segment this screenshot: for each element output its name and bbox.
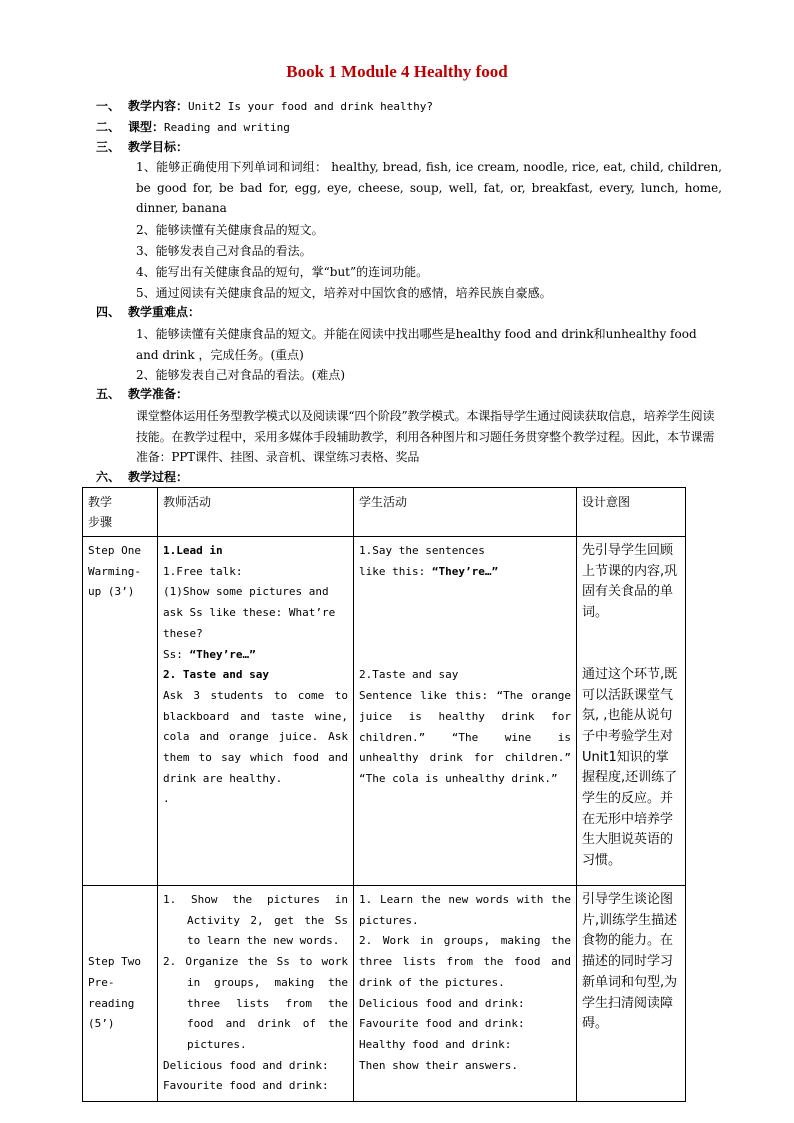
key-point-1: 1、能够读懂有关健康食品的短文。并能在阅读中找出哪些是healthy food and drink和unhealthy food and drink ，完成任务。(重点) xyxy=(136,327,697,362)
key-point-2: 2、能够发表自己对食品的看法。(难点) xyxy=(136,368,345,382)
header-intent: 设计意图 xyxy=(577,488,686,537)
section-1: 一、 教学内容：Unit2 Is your food and drink healthy? xyxy=(96,99,434,113)
design-intent-cell: 先引导学生回顾上节课的内容,巩固有关食品的单词。 通过这个环节,既可以活跃课堂气氛, ,也能从说句子中考验学生对Unit1知识的掌握程度,还训练了学生的反应。并在无形中培养学生大胆说英语的习惯。 xyxy=(577,537,686,886)
preparation-text: 课堂整体运用任务型教学模式以及阅读课“四个阶段”教学模式。本课指导学生通过阅读获取信息，培养学生阅读技能。在教学过程中，采用多媒体手段辅助教学，利用各种图片和习题任务贯穿整个教学过程。因此，本节课需准备：PPT课件、挂图、录音机、课堂练习表格、奖品 xyxy=(136,409,715,465)
step-cell: Step Two Pre- reading (5’) xyxy=(83,886,158,1102)
objective-5: 5、通过阅读有关健康食品的短文，培养对中国饮食的感情，培养民族自豪感。 xyxy=(136,286,552,300)
table-header-row xyxy=(83,488,686,537)
student-activity-cell: 1. Learn the new words with the pictures. 2. Work in groups, making the three lists from the food and drink of the pictures. Delicious food and drink: Favourite food and drink: Healthy food and drink: Then show their answers. xyxy=(354,886,577,1102)
design-intent-cell: 引导学生谈论图片,训练学生描述食物的能力。在描述的同时学习新单词和句型,为学生扫清阅读障碍。 xyxy=(577,886,686,1102)
table-row xyxy=(83,537,686,886)
objective-1: 1、能够正确使用下列单词和词组： healthy, bread, fish, ice cream, noodle, rice, eat, child, children, be good for, be bad for, egg, eye, cheese, soup, well, fat, or, breakfast, every, lunch, home, dinner, banana xyxy=(136,160,722,216)
header-teacher: 教师活动 xyxy=(158,488,354,537)
section-6: 六、 教学过程： xyxy=(96,470,189,484)
objective-3: 3、能够发表自己对食品的看法。 xyxy=(136,244,312,258)
header-step: 教学 步骤 xyxy=(83,488,158,537)
section-5: 五、 教学准备： xyxy=(96,387,189,401)
process-table xyxy=(82,487,686,1102)
teacher-activity-cell: 1.Lead in 1.Free talk: (1)Show some pictures and ask Ss like these: What’re these? Ss: “They’re…” 2. Taste and say Ask 3 students to come to blackboard and taste wine, cola and orange juice. Ask them to say which food and drink are healthy. . xyxy=(158,537,354,886)
header-student: 学生活动 xyxy=(354,488,577,537)
table-row xyxy=(83,886,686,1102)
student-activity-cell: 1.Say the sentences like this: “They’re…” 2.Taste and say Sentence like this: “The orange juice is healthy drink for children.” “The wine is unhealthy drink for children.” “The cola is unhealthy drink.” xyxy=(354,537,577,886)
section-4: 四、 教学重难点： xyxy=(96,305,201,319)
objective-2: 2、能够读懂有关健康食品的短文。 xyxy=(136,223,324,237)
teacher-activity-cell: 1. Show the pictures in Activity 2, get the Ss to learn the new words. 2. Organize the Ss to work in groups, making the three lists from the food and drink of the pictures. Delicious food and drink: Favourite food and drink: xyxy=(158,886,354,1102)
section-3: 三、 教学目标： xyxy=(96,140,189,154)
objective-4: 4、能写出有关健康食品的短句，掌“but”的连词功能。 xyxy=(136,265,429,279)
step-cell: Step One Warming- up (3’) xyxy=(83,537,158,886)
section-2: 二、 课型：Reading and writing xyxy=(96,120,290,134)
page-title: Book 1 Module 4 Healthy food xyxy=(286,62,508,81)
